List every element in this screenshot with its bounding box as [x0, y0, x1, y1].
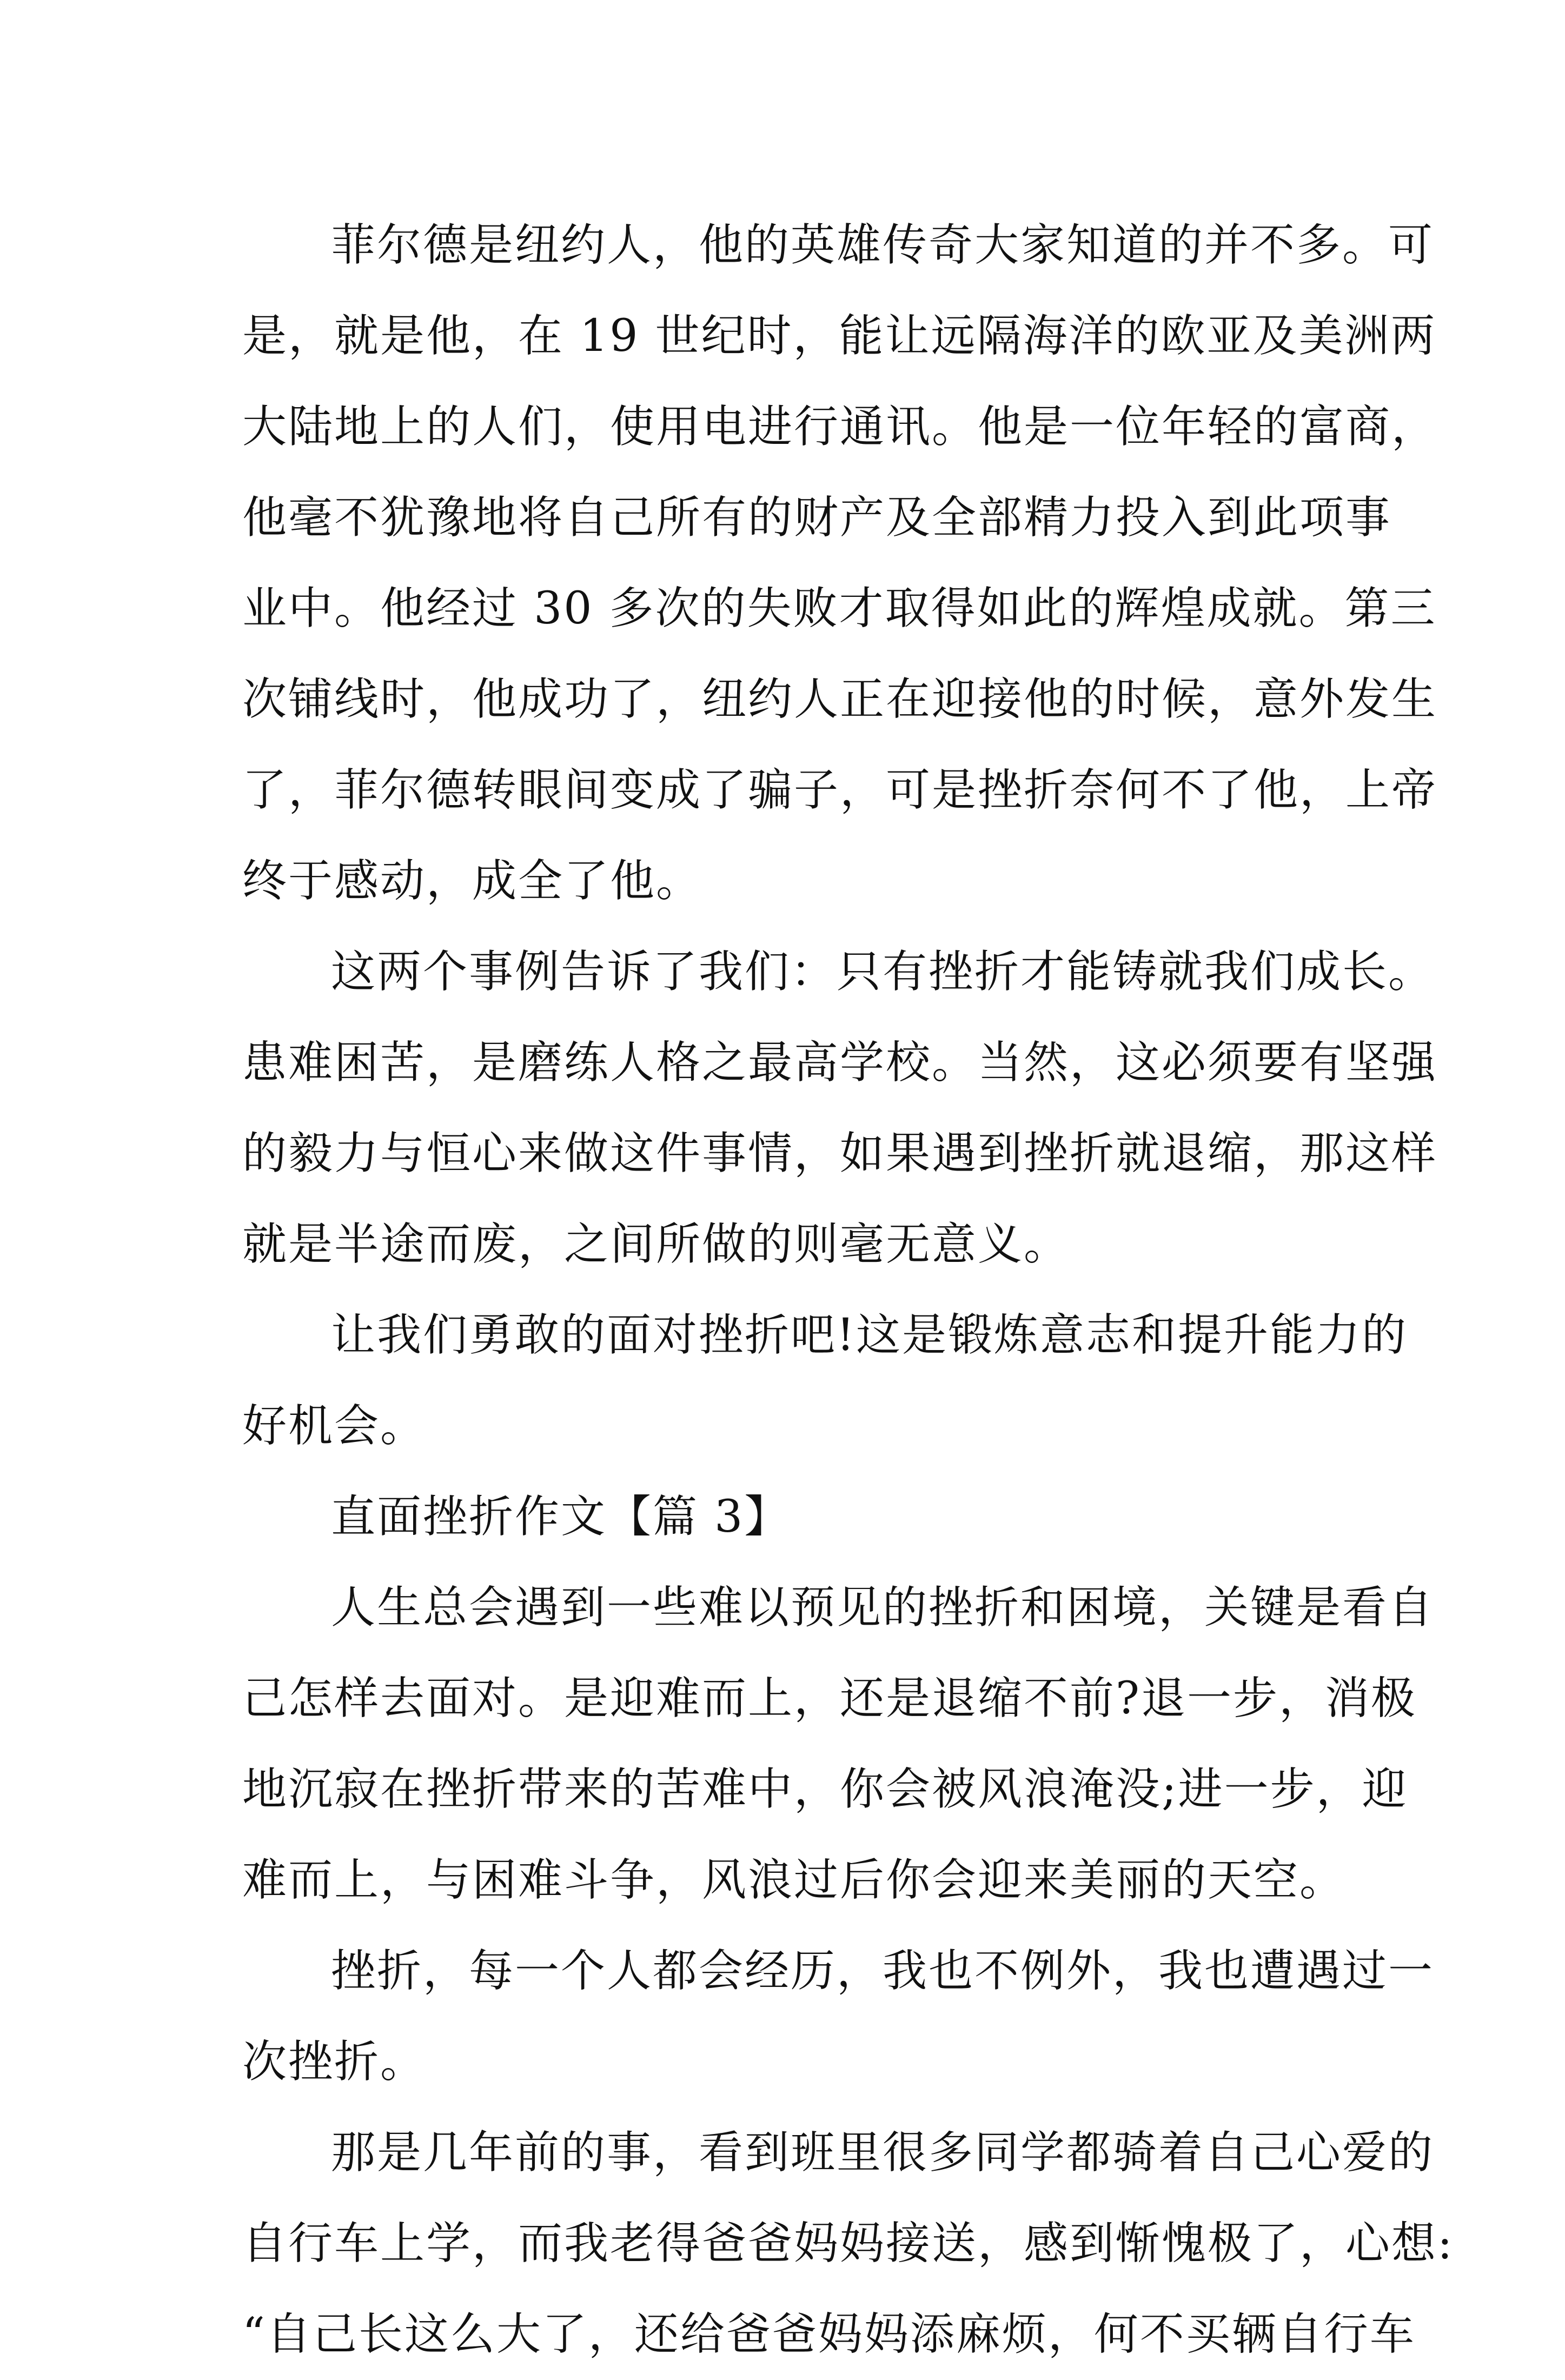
text-line: 人生总会遇到一些难以预见的挫折和困境，关键是看自	[331, 1582, 1435, 1633]
document-body	[242, 200, 1454, 2380]
text-line: 的毅力与恒心来做这件事情，如果遇到挫折就退缩，那这样	[242, 1128, 1438, 1179]
text-line: “自己长这么大了，还给爸爸妈妈添麻烦，何不买辆自行车	[242, 2309, 1416, 2360]
text-line: 自行车上学，而我老得爸爸妈妈接送，感到惭愧极了，心想:	[242, 2218, 1454, 2269]
text-line: 次挫折。	[242, 2036, 427, 2088]
text-line: 让我们勇敢的面对挫折吧!这是锻炼意志和提升能力的	[331, 1309, 1408, 1361]
text-line: 了，菲尔德转眼间变成了骗子，可是挫折奈何不了他，上帝	[242, 764, 1438, 816]
text-line: 次铺线时，他成功了，纽约人正在迎接他的时候，意外发生	[242, 674, 1438, 725]
text-line: 就是半途而废，之间所做的则毫无意义。	[242, 1219, 1070, 1270]
text-line: 患难困苦，是磨练人格之最高学校。当然，这必须要有坚强	[242, 1037, 1438, 1088]
text-line: 难而上，与困难斗争，风浪过后你会迎来美丽的天空。	[242, 1854, 1346, 1906]
text-line: 好机会。	[242, 1400, 427, 1452]
text-line: 这两个事例告诉了我们：只有挫折才能铸就我们成长。	[331, 946, 1435, 998]
text-line: 挫折，每一个人都会经历，我也不例外，我也遭遇过一	[331, 1945, 1435, 1997]
text-line: 大陆地上的人们，使用电进行通讯。他是一位年轻的富商，	[242, 401, 1438, 453]
text-line: 己怎样去面对。是迎难而上，还是退缩不前?退一步，消极	[242, 1673, 1417, 1724]
text-line: 他毫不犹豫地将自己所有的财产及全部精力投入到此项事	[242, 492, 1392, 543]
text-line: 菲尔德是纽约人，他的英雄传奇大家知道的并不多。可	[331, 220, 1435, 271]
text-line: 是，就是他，在 19 世纪时，能让远隔海洋的欧亚及美洲两	[242, 310, 1437, 362]
text-line: 终于感动，成全了他。	[242, 855, 702, 907]
text-line: 那是几年前的事，看到班里很多同学都骑着自己心爱的	[331, 2127, 1435, 2178]
text-line: 业中。他经过 30 多次的失败才取得如此的辉煌成就。第三	[242, 583, 1437, 634]
section-heading: 直面挫折作文【篇 3】	[331, 1491, 791, 1543]
text-line: 地沉寂在挫折带来的苦难中，你会被风浪淹没;进一步，迎	[242, 1764, 1408, 1815]
